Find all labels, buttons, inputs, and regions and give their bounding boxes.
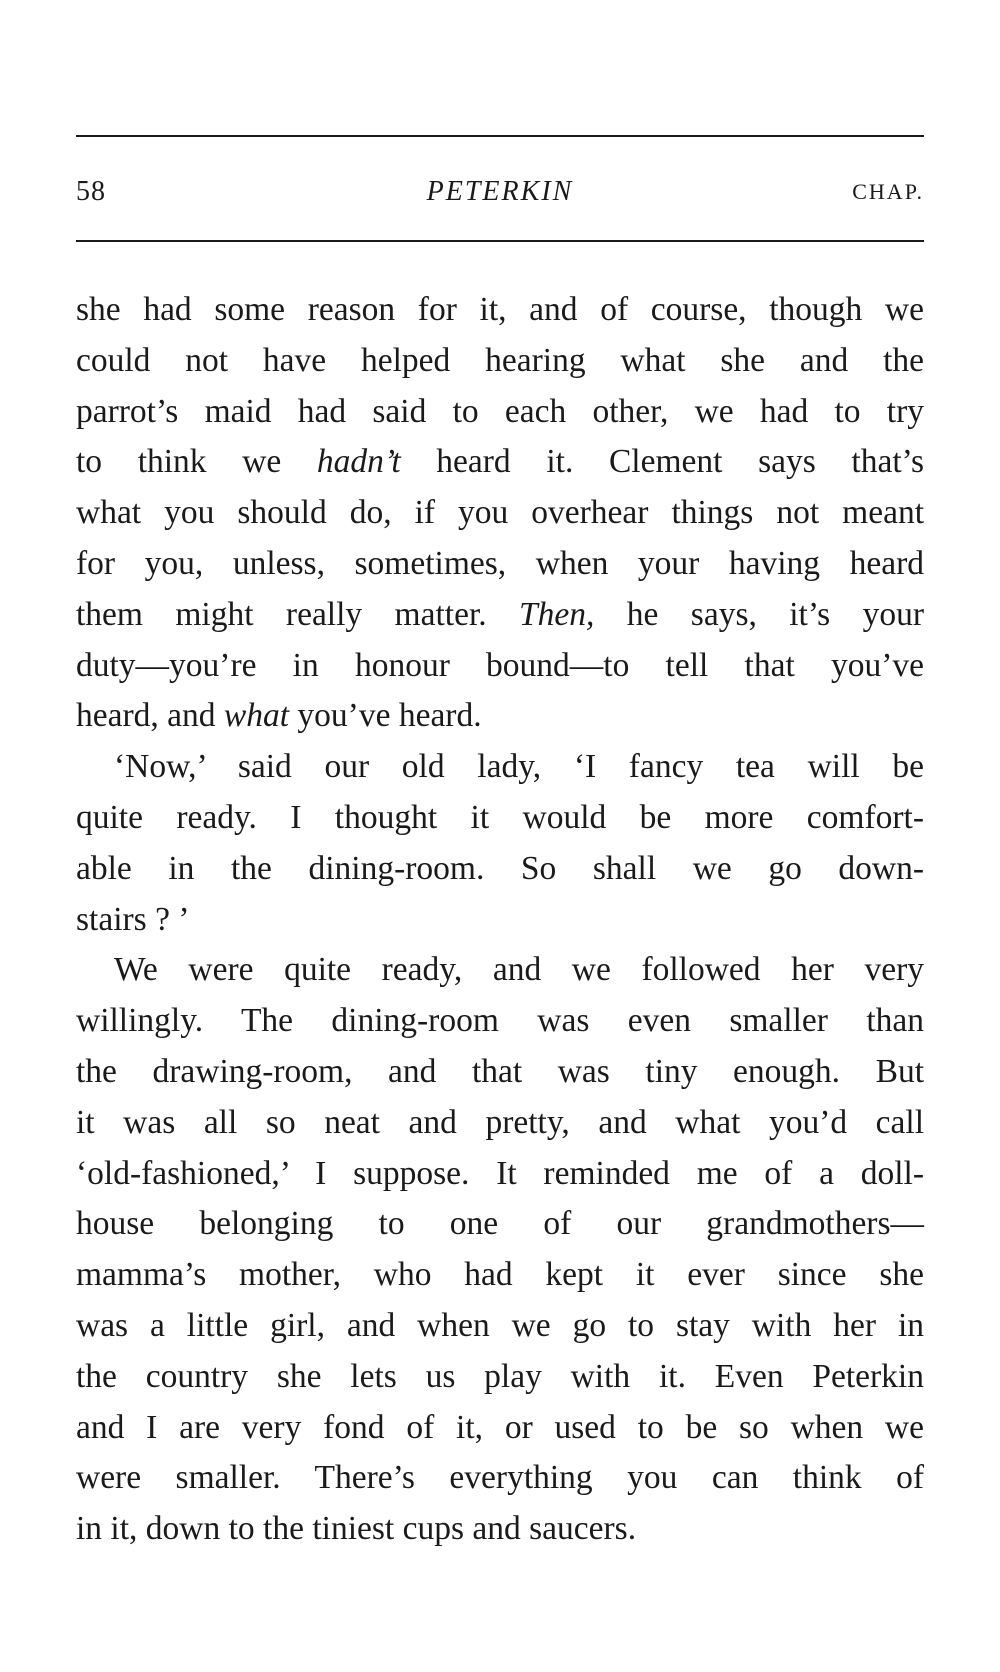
text-line	[76, 844, 924, 895]
text-segment: for you, unless, sometimes, when your having heard	[76, 544, 924, 582]
text-line	[76, 945, 924, 996]
text-segment: heard it. Clement says that’s	[400, 443, 924, 481]
text-line	[76, 1453, 924, 1504]
running-head	[76, 172, 924, 212]
text-line	[76, 641, 924, 692]
text-segment: house belonging to one of our grandmothers—	[76, 1205, 924, 1243]
text-line	[76, 1504, 924, 1555]
text-line	[76, 1352, 924, 1403]
text-segment: what you should do, if you overhear things not meant	[76, 494, 924, 532]
chapter-mark: CHAP.	[852, 179, 924, 204]
text-line	[76, 1199, 924, 1250]
text-segment: ‘Now,’ said our old lady, ‘I fancy tea will be	[114, 748, 924, 786]
text-segment: duty—you’re in honour bound—to tell that you’ve	[76, 646, 924, 684]
text-segment: was a little girl, and when we go to stay with her in	[76, 1306, 924, 1344]
italic-text: Then,	[519, 595, 595, 633]
text-segment: able in the dining-room. So shall we go down-	[76, 849, 924, 887]
text-segment: quite ready. I thought it would be more comfort-	[76, 798, 924, 836]
italic-text: what	[223, 697, 290, 735]
header-top-rule	[76, 135, 924, 137]
text-segment: willingly. The dining-room was even smaller than	[76, 1002, 924, 1040]
text-line	[76, 1403, 924, 1454]
header-bottom-rule	[76, 240, 924, 242]
text-line	[76, 793, 924, 844]
text-segment: you’ve heard.	[289, 697, 482, 735]
text-line	[76, 590, 924, 641]
paragraph	[76, 742, 924, 945]
text-line	[76, 336, 924, 387]
text-segment: he says, it’s your	[594, 595, 924, 633]
text-segment: the country she lets us play with it. Even Peterkin	[76, 1357, 924, 1395]
text-segment: were smaller. There’s everything you can think of	[76, 1459, 924, 1497]
text-line	[76, 996, 924, 1047]
text-segment: them might really matter.	[76, 595, 520, 633]
text-line	[76, 1047, 924, 1098]
text-line	[76, 387, 924, 438]
text-segment: parrot’s maid had said to each other, we had to try	[76, 392, 924, 430]
text-line	[76, 1098, 924, 1149]
text-line	[76, 895, 924, 946]
text-line	[76, 1250, 924, 1301]
text-line	[76, 437, 924, 488]
text-line	[76, 1301, 924, 1352]
text-segment: ‘old-fashioned,’ I suppose. It reminded me of a doll-	[76, 1154, 924, 1192]
text-line	[76, 539, 924, 590]
text-segment: in it, down to the tiniest cups and saucers.	[76, 1510, 637, 1548]
text-segment: stairs ? ’	[76, 900, 190, 938]
text-line	[76, 691, 924, 742]
text-line	[76, 1149, 924, 1200]
text-segment: it was all so neat and pretty, and what you’d call	[76, 1103, 924, 1141]
text-segment: the drawing-room, and that was tiny enough. But	[76, 1052, 924, 1090]
text-segment: mamma’s mother, who had kept it ever since she	[76, 1256, 924, 1294]
body-text	[76, 285, 924, 1555]
text-line	[76, 488, 924, 539]
text-segment: and I are very fond of it, or used to be so when we	[76, 1408, 924, 1446]
paragraph	[76, 285, 924, 742]
text-segment: heard, and	[76, 697, 224, 735]
italic-text: hadn’t	[316, 443, 401, 481]
running-title: PETERKIN	[426, 176, 574, 207]
text-line	[76, 742, 924, 793]
page-number: 58	[76, 176, 106, 207]
text-segment: We were quite ready, and we followed her very	[114, 951, 924, 989]
text-segment: she had some reason for it, and of course, though we	[76, 291, 924, 328]
text-segment: to think we	[76, 443, 317, 481]
text-line	[76, 285, 924, 336]
paragraph	[76, 945, 924, 1555]
text-segment: could not have helped hearing what she and the	[76, 341, 924, 379]
